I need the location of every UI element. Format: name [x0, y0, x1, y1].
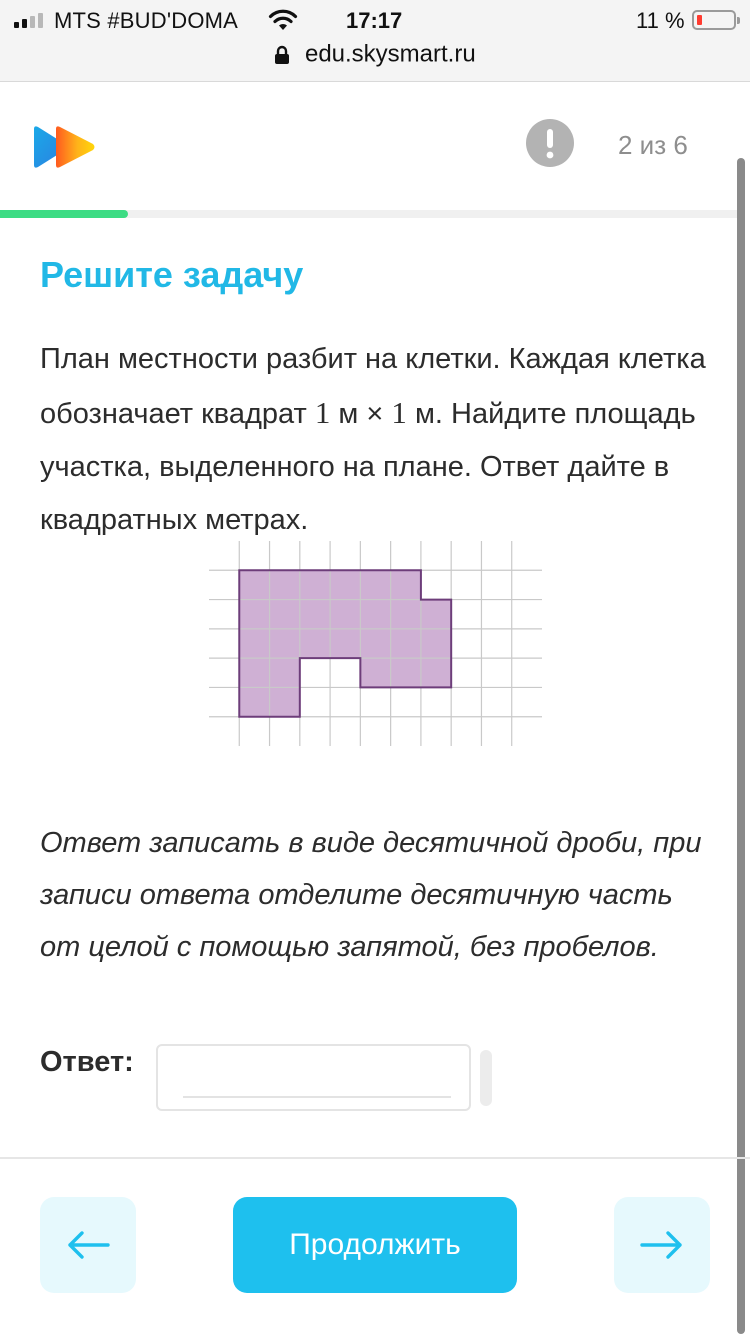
answer-box[interactable]	[156, 1044, 471, 1111]
math-number: 1	[314, 395, 331, 430]
plot-cell	[421, 658, 452, 688]
plot-cell	[360, 658, 391, 688]
plot-cell	[391, 600, 422, 630]
unit-text: м ×	[330, 398, 392, 430]
plot-cell	[270, 600, 301, 630]
task-title: Решите задачу	[40, 254, 304, 295]
plot-cell	[360, 629, 391, 659]
skysmart-logo[interactable]	[32, 124, 98, 170]
plot-cell	[300, 629, 331, 659]
wifi-icon	[268, 9, 298, 31]
answer-input[interactable]	[183, 1058, 451, 1098]
status-bar	[0, 0, 750, 40]
plot-cell	[239, 658, 270, 688]
plot-cell	[239, 570, 270, 600]
step-counter: 2 из 6	[618, 130, 688, 160]
math-number: 1	[391, 395, 407, 430]
address-bar[interactable]	[0, 40, 750, 70]
plot-cell	[421, 600, 452, 630]
answer-side-handle	[480, 1050, 492, 1106]
next-button[interactable]	[614, 1197, 710, 1293]
plot-cell	[391, 570, 422, 600]
plot-cell	[360, 600, 391, 630]
plot-cell	[270, 570, 301, 600]
plot-cell	[239, 600, 270, 630]
lock-icon	[274, 45, 290, 65]
unit-text: м.	[406, 398, 443, 430]
browser-chrome	[0, 0, 750, 82]
plot-cell	[360, 570, 391, 600]
plot-cell	[330, 600, 361, 630]
carrier-name: MTS #BUD'DOMA	[54, 8, 239, 33]
plot-cell	[270, 629, 301, 659]
answer-format-hint: Ответ записать в виде десятичной дроби, при записи ответа отделите десятичную часть от целой с помощью запятой, без пробелов.	[40, 827, 702, 963]
battery-icon	[692, 10, 736, 30]
plot-cell	[330, 570, 361, 600]
answer-label: Ответ:	[40, 1046, 134, 1078]
task-text-part2: Найдите площадь участка, выделенного на плане. Ответ дайте в квадратных метрах.	[40, 398, 696, 536]
grid-plan-figure	[209, 541, 542, 746]
footer-divider	[0, 1157, 750, 1159]
task-statement	[40, 333, 710, 547]
plot-cell	[239, 687, 270, 717]
plot-cell	[391, 658, 422, 688]
page-url: edu.skysmart.ru	[304, 40, 476, 68]
plot-cell	[330, 629, 361, 659]
plot-cell	[270, 658, 301, 688]
plot-cell	[300, 600, 331, 630]
task-text-part1: План местности разбит на клетки. Каждая клетка обозначает квадрат	[40, 343, 706, 430]
status-time: 17:17	[346, 8, 403, 33]
plot-cell	[300, 570, 331, 600]
arrow-left-icon	[66, 1230, 110, 1260]
continue-button[interactable]: Продолжить	[233, 1197, 517, 1293]
report-problem-icon[interactable]	[526, 119, 574, 167]
battery-percentage: 11 %	[636, 8, 685, 33]
plot-cell	[421, 629, 452, 659]
plot-cell	[270, 687, 301, 717]
plot-cell	[239, 629, 270, 659]
progress-fill	[0, 210, 128, 218]
previous-button[interactable]	[40, 1197, 136, 1293]
arrow-right-icon	[640, 1230, 684, 1260]
plot-cell	[391, 629, 422, 659]
signal-strength-icon	[14, 12, 43, 28]
